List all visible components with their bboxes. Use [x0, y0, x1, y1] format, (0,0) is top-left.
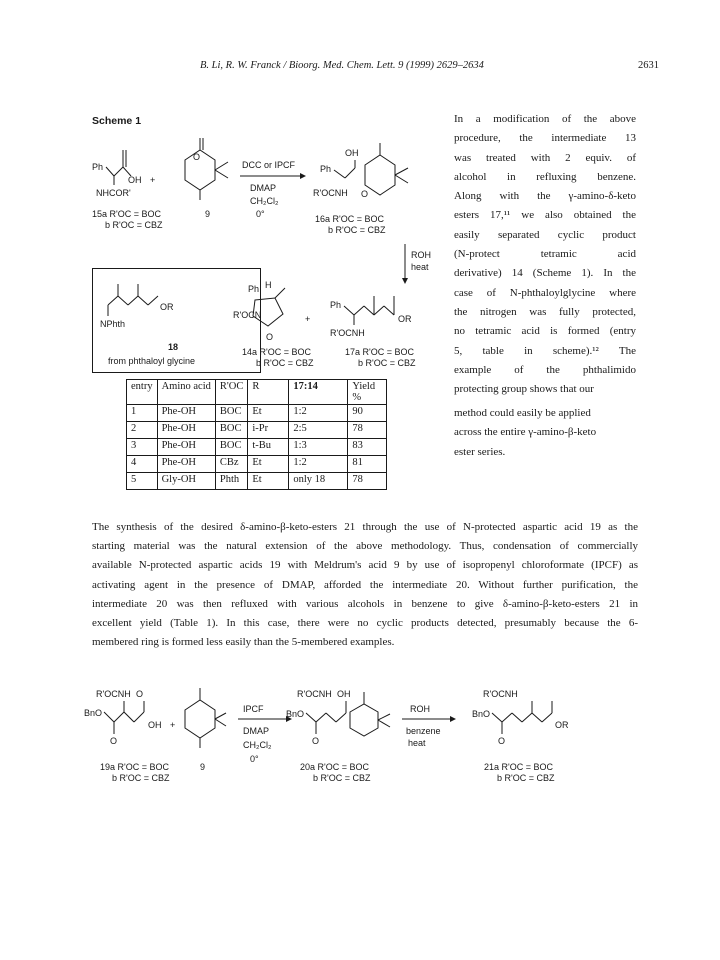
table-cell: 1:3: [289, 439, 348, 456]
running-header: B. Li, R. W. Franck / Bioorg. Med. Chem. Lett. 9 (1999) 2629–2634: [200, 60, 484, 71]
reagent-dcc-ipcf: DCC or IPCF: [242, 160, 296, 170]
body-paragraph: [92, 518, 638, 652]
compound-18-box: [92, 268, 261, 373]
side-line: across the entire γ-amino-β-keto: [454, 426, 597, 439]
table-header-row: [127, 380, 387, 405]
label-oh-15: OH: [128, 175, 142, 185]
label-19b: b R'OC = CBZ: [112, 773, 170, 783]
table-row: [127, 473, 387, 490]
side-line: example of the phthalimido: [454, 363, 636, 376]
label-14a: 14a R'OC = BOC: [242, 347, 311, 357]
label-bno-20: BnO: [286, 709, 305, 719]
para-line: intermediate 20 was then refluxed with various alcohols in benzene to give δ-amino-β-keto-esters 21 in: [92, 597, 638, 610]
label-or-17: OR: [398, 314, 412, 324]
side-line: easily separated cyclic product: [454, 228, 636, 241]
meldrums-acid-9-bottom: [185, 688, 226, 748]
table-cell: BOC: [215, 439, 247, 456]
table-cell: Phe-OH: [157, 422, 215, 439]
table-cell: i-Pr: [248, 422, 289, 439]
table-row: [127, 422, 387, 439]
label-18-desc: from phthaloyl glycine: [108, 356, 196, 366]
side-line: procedure, the intermediate 13: [454, 132, 636, 145]
label-14b: b R'OC = CBZ: [256, 358, 314, 368]
label-rocnh-19: R'OCNH: [96, 689, 131, 699]
side-line: (N-protect tetramic acid: [454, 248, 636, 261]
table-cell: Phe-OH: [157, 456, 215, 473]
table-cell: BOC: [215, 422, 247, 439]
side-line: method could easily be applied: [454, 407, 591, 419]
reagent-temp: 0°: [256, 209, 265, 219]
label-plus-14-17: +: [305, 314, 311, 324]
table-cell: Phth: [215, 473, 247, 490]
label-or-18: OR: [160, 302, 174, 312]
para-line: membered ring is formed less easily than the 5-membered examples.: [92, 636, 395, 649]
scheme-bottom-structures: [0, 670, 720, 810]
side-line: ester series.: [454, 445, 506, 458]
table-row: [127, 439, 387, 456]
table-cell: CBz: [215, 456, 247, 473]
side-line: In a modification of the above: [454, 113, 636, 125]
side-line: was treated with 2 equiv. of: [454, 151, 636, 164]
label-ph-15: Ph: [92, 162, 104, 172]
meldrums-acid-9: [185, 138, 228, 200]
label-16a: 16a R'OC = BOC: [315, 214, 384, 224]
table-row: [127, 456, 387, 473]
label-21b: b R'OC = CBZ: [497, 773, 555, 783]
label-bno-21: BnO: [472, 709, 491, 719]
table-cell: 2: [127, 422, 158, 439]
col-amino-acid: Amino acid: [157, 380, 215, 405]
table-cell: 1:2: [289, 456, 348, 473]
label-h-14: H: [265, 280, 272, 290]
table-cell: Phe-OH: [157, 405, 215, 422]
label-rocnh-20: R'OCNH: [297, 689, 332, 699]
label-o-20: O: [312, 736, 320, 746]
table-cell: 2:5: [289, 422, 348, 439]
label-19a: 19a R'OC = BOC: [100, 762, 169, 772]
side-line: derivative) 14 (Scheme 1). In the: [454, 267, 636, 280]
label-nphth-18: NPhth: [100, 319, 126, 329]
table-cell: only 18: [289, 473, 348, 490]
side-line: protecting group shows that our: [454, 383, 594, 396]
label-o1-19: O: [136, 689, 144, 699]
label-or-21: OR: [555, 720, 569, 730]
label-21a: 21a R'OC = BOC: [484, 762, 553, 772]
table-cell: 78: [348, 473, 387, 490]
label-ph-14: Ph: [248, 284, 260, 294]
reagent-ipcf: IPCF: [243, 704, 264, 714]
label-rocn-14: R'OCN: [233, 310, 262, 320]
table-cell: 3: [127, 439, 158, 456]
label-rocnh-17: R'OCNH: [330, 328, 365, 338]
label-rocnh-21: R'OCNH: [483, 689, 518, 699]
compound-16-structure: [313, 143, 408, 199]
table-cell: Et: [248, 456, 289, 473]
label-9-bottom: 9: [200, 762, 206, 772]
label-ph-16: Ph: [320, 164, 332, 174]
reagent-roh-bottom: ROH: [410, 704, 430, 714]
table-cell: Et: [248, 405, 289, 422]
table-cell: Phe-OH: [157, 439, 215, 456]
side-line: Along with the γ-amino-δ-keto: [454, 190, 636, 203]
label-20b: b R'OC = CBZ: [313, 773, 371, 783]
label-20a: 20a R'OC = BOC: [300, 762, 369, 772]
reagent-ch2cl2-bottom: CH₂Cl₂: [243, 740, 272, 750]
reagent-roh-top: ROH: [411, 250, 431, 260]
table-cell: 90: [348, 405, 387, 422]
label-16b: b R'OC = CBZ: [328, 225, 386, 235]
compound-15-structure: [92, 150, 155, 198]
compound-21-structure: [472, 689, 569, 746]
para-line: available N-protected aspartic acids 19 with Meldrum's acid 9 by use of isopropenyl chloroformate (IPCF) as: [92, 559, 638, 572]
label-o-16: O: [361, 189, 369, 199]
reagent-dmap: DMAP: [250, 183, 277, 193]
col-entry: entry: [127, 380, 158, 405]
side-line: alcohol in refluxing benzene.: [454, 170, 636, 183]
table-cell: 83: [348, 439, 387, 456]
table-cell: BOC: [215, 405, 247, 422]
label-bno-19: BnO: [84, 708, 103, 718]
label-plus-15: +: [150, 175, 156, 185]
label-o-9a: O: [193, 152, 201, 162]
compound-17-structure: [330, 296, 412, 338]
label-17a: 17a R'OC = BOC: [345, 347, 414, 357]
table-cell: 1:2: [289, 405, 348, 422]
col-ratio: 17:14: [289, 380, 348, 405]
label-15a: 15a R'OC = BOC: [92, 209, 161, 219]
label-15b: b R'OC = CBZ: [105, 220, 163, 230]
label-oh-16: OH: [345, 148, 359, 158]
table-cell: 1: [127, 405, 158, 422]
table-cell: 4: [127, 456, 158, 473]
para-line: excellent yield (Table 1). In this case, there were no cyclic products detected, presumably because the 6-: [92, 617, 638, 630]
table-cell: t-Bu: [248, 439, 289, 456]
table-cell: Gly-OH: [157, 473, 215, 490]
label-17b: b R'OC = CBZ: [358, 358, 416, 368]
para-line: starting material was the natural extension of the above methodology. Thus, condensation of commercially: [92, 540, 638, 553]
reagent-temp-bottom: 0°: [250, 754, 259, 764]
label-oh-19: OH: [148, 720, 162, 730]
scheme-label: Scheme 1: [92, 115, 142, 127]
label-o2-19: O: [110, 736, 118, 746]
compound-20-structure: [286, 689, 390, 746]
label-o-21: O: [498, 736, 506, 746]
table-cell: 81: [348, 456, 387, 473]
reagent-dmap-bottom: DMAP: [243, 726, 270, 736]
table-cell: Et: [248, 473, 289, 490]
para-line: activating agent in the presence of DMAP, afforded the intermediate 20. Without further purification, the: [92, 578, 638, 591]
label-oh-20: OH: [337, 689, 351, 699]
label-9: 9: [205, 209, 211, 219]
table-row: [127, 405, 387, 422]
col-yield: Yield %: [348, 380, 387, 405]
results-table: [126, 379, 387, 490]
col-roc: R'OC: [215, 380, 247, 405]
col-r: R: [248, 380, 289, 405]
label-o-14: O: [266, 332, 274, 342]
side-line: esters 17,¹¹ we also obtained the: [454, 209, 636, 222]
label-rocnh-16: R'OCNH: [313, 188, 348, 198]
side-column-text-continued: [454, 404, 636, 462]
table-cell: 78: [348, 422, 387, 439]
side-line: no tetramic acid is formed (entry: [454, 325, 636, 338]
reagent-heat-top: heat: [411, 262, 429, 272]
reagent-benzene: benzene: [406, 726, 441, 736]
label-18: 18: [168, 342, 179, 352]
label-plus-19: +: [170, 720, 176, 730]
table-cell: 5: [127, 473, 158, 490]
compound-19-structure: [84, 689, 175, 746]
para-line: The synthesis of the desired δ-amino-β-keto-esters 21 through the use of N-protected aspartic acid 19 as the: [92, 521, 638, 533]
page-number: 2631: [638, 60, 659, 71]
side-line: case of N-phthaloylglycine where: [454, 286, 636, 299]
reagent-heat-bottom: heat: [408, 738, 426, 748]
side-column-text: [454, 110, 636, 399]
label-nhcor-15: NHCOR': [96, 188, 131, 198]
label-ph-17: Ph: [330, 300, 342, 310]
side-line: the nitrogen was fully protected,: [454, 305, 636, 318]
side-line: 5, table in scheme).¹² The: [454, 344, 636, 357]
reagent-ch2cl2: CH₂Cl₂: [250, 196, 279, 206]
